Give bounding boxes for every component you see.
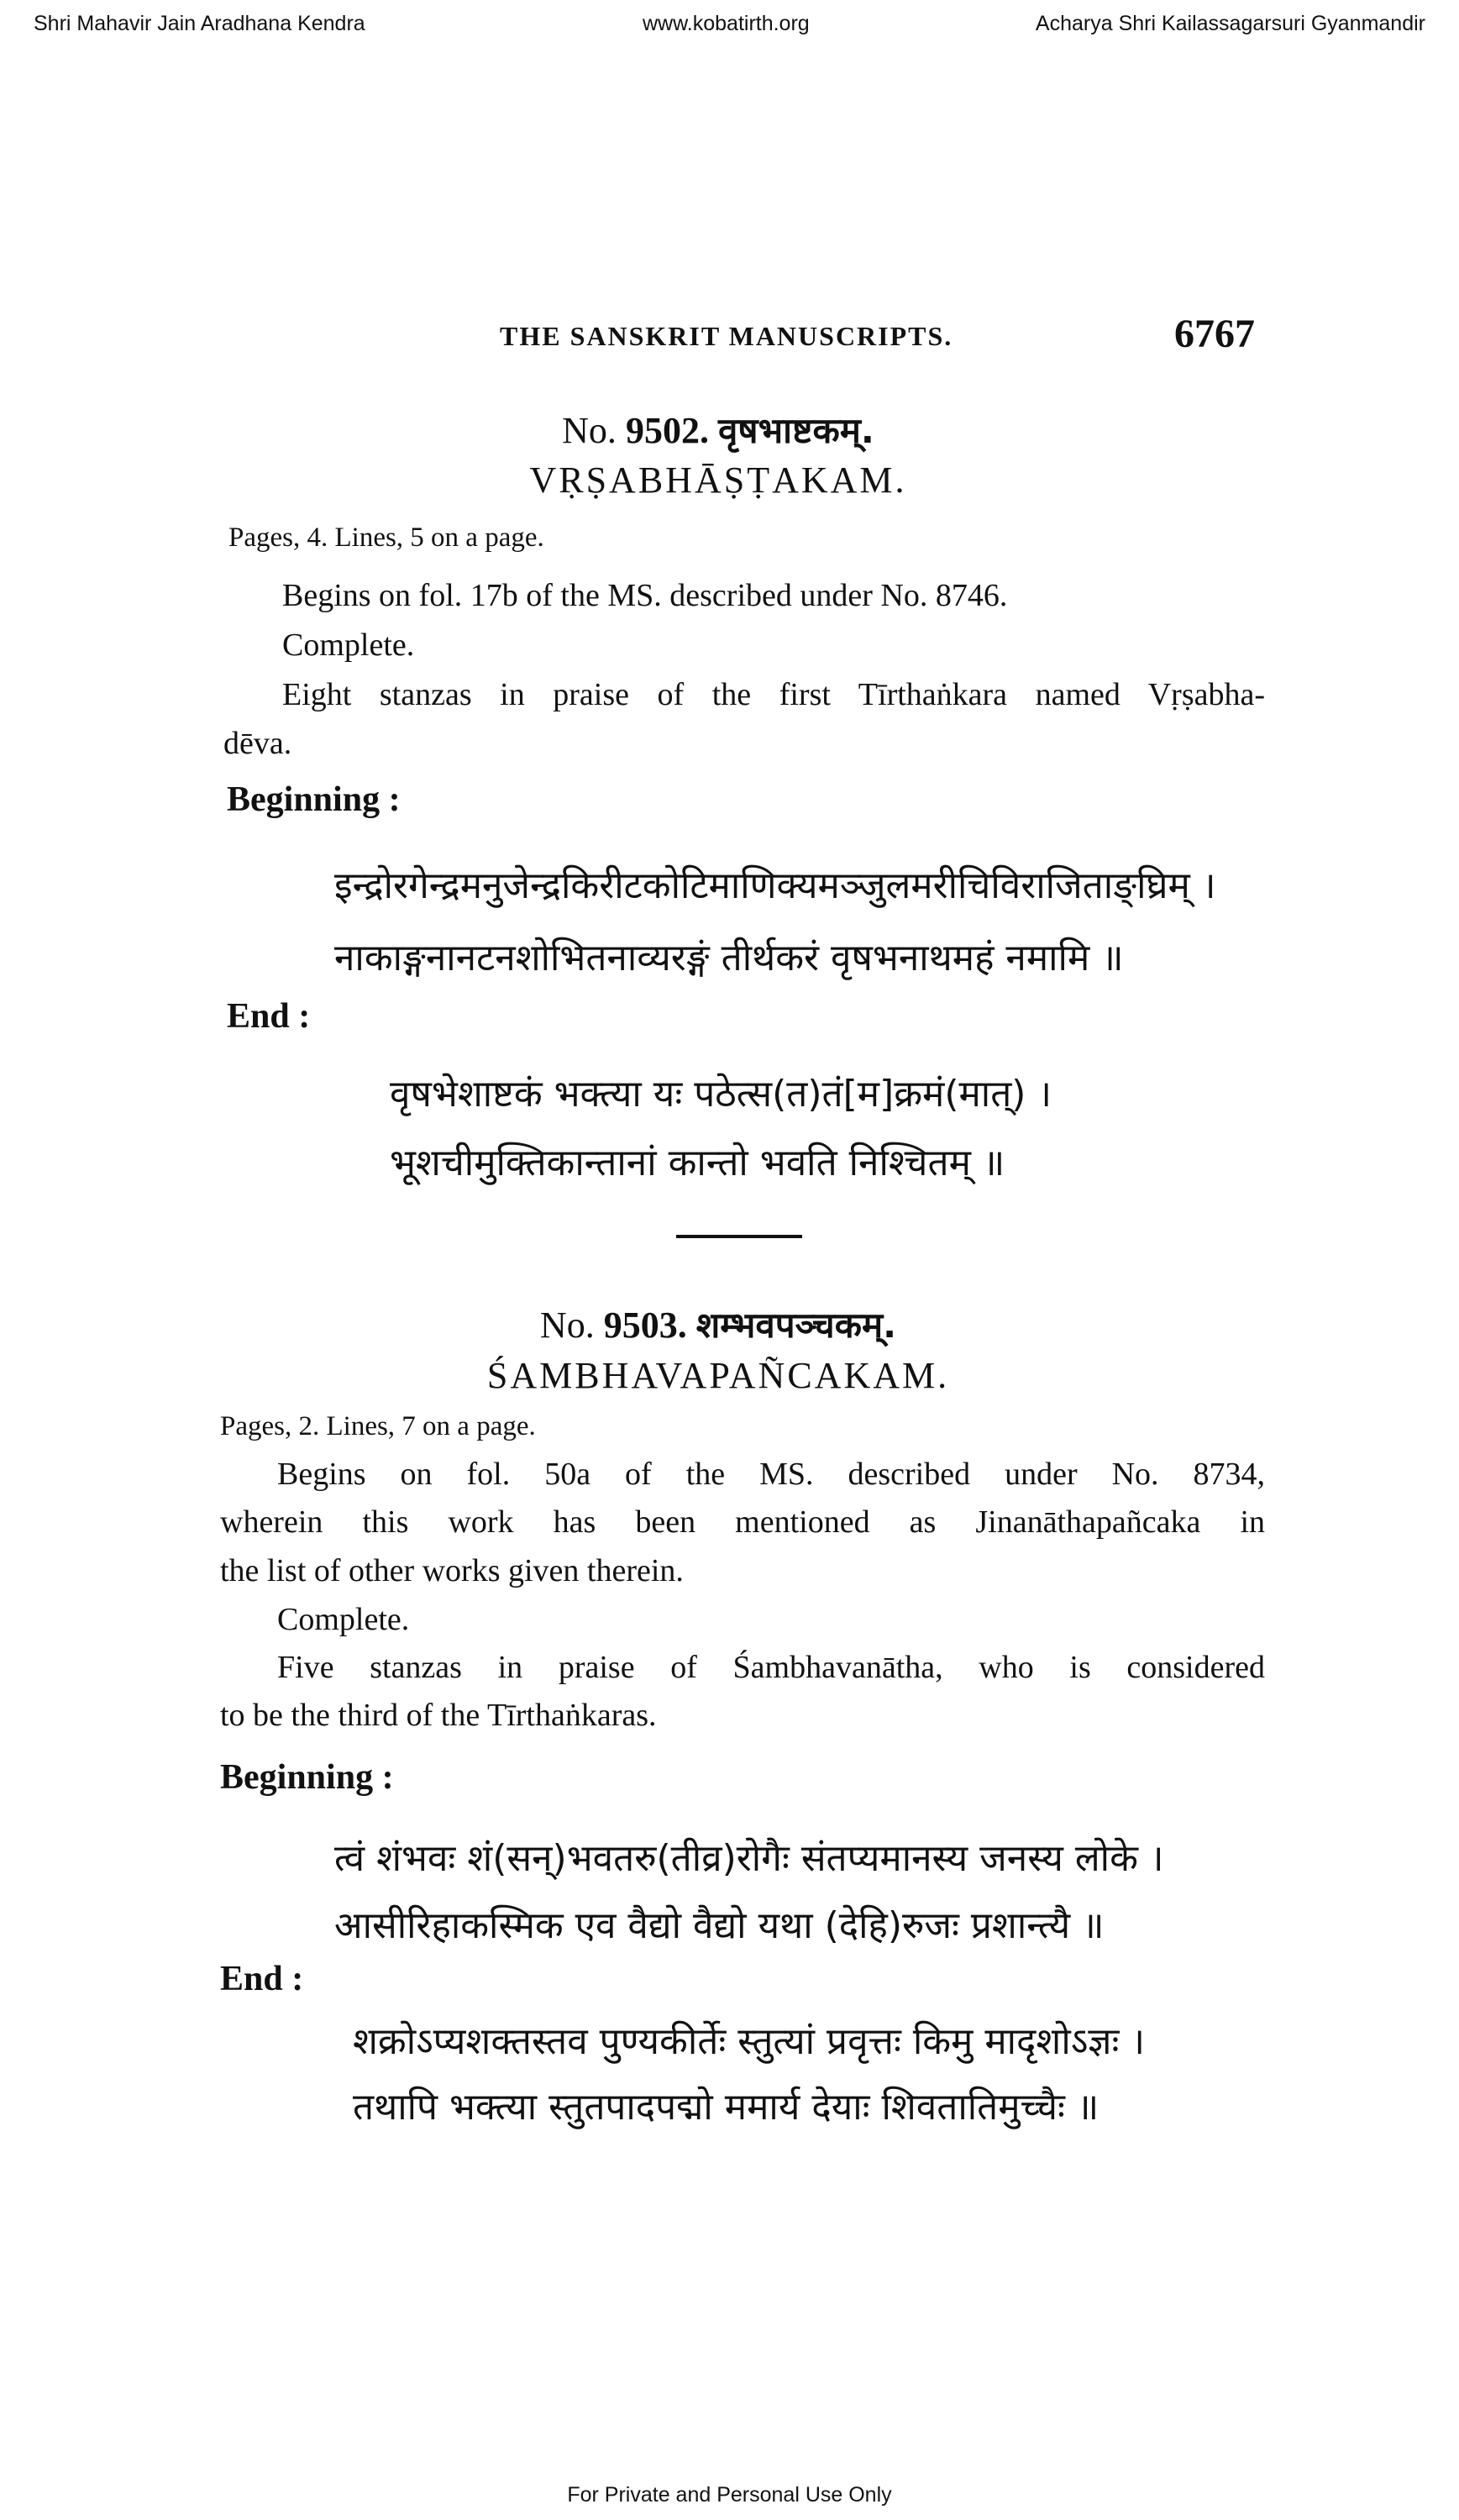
entry-no-prefix: No. — [562, 410, 617, 451]
site-footer: For Private and Personal Use Only — [567, 2483, 892, 2507]
body-line: Complete. — [282, 627, 415, 663]
body-line: Begins on fol. 50a of the MS. described under No. 8734, — [277, 1457, 1265, 1492]
end-verse: वृषभेशाष्टकं भक्त्या यः पठेत्स(त)तं[म]क्रमं(मात्) । — [390, 1073, 1052, 1116]
running-head: THE SANSKRIT MANUSCRIPTS. — [500, 321, 953, 351]
beginning-verse: नाकाङ्गनानटनशोभितनाव्यरङ्गं तीर्थकरं वृषभनाथमहं नमामि ॥ — [334, 937, 1124, 979]
entry-title-9503: ŚAMBHAVAPAÑCAKAM. — [486, 1355, 950, 1396]
site-header-center: www.kobatirth.org — [643, 12, 810, 35]
end-heading: End : — [227, 997, 311, 1036]
entry-no-prefix: No. — [539, 1305, 595, 1346]
beginning-verse: त्वं शंभवः शं(सन्)भवतरु(तीव्र)रोगैः संतप्यमानस्य जनस्य लोके । — [334, 1837, 1164, 1880]
site-header-left: Shri Mahavir Jain Aradhana Kendra — [34, 12, 365, 35]
entry-sanskrit-title: शम्भवपञ्चकम्. — [695, 1305, 897, 1346]
body-line: wherein this work has been mentioned as Jinanāthapañcaka in — [220, 1504, 1265, 1540]
body-line: the list of other works given therein. — [220, 1553, 684, 1588]
entry-sanskrit-title: वृषभाष्टकम्. — [717, 410, 874, 451]
beginning-verse: इन्द्रोरगेन्द्रमनुजेन्द्रकिरीटकोटिमाणिक्यमञ्जुलमरीचिविराजिताङ्घ्रिम् । — [334, 864, 1216, 907]
end-verse: तथापि भक्त्या स्तुतपादपद्मो ममार्य देयाः शिवतातिमुच्चैः ॥ — [353, 2086, 1099, 2129]
entry-meta-9503: Pages, 2. Lines, 7 on a page. — [220, 1411, 536, 1441]
entry-title-9502: VṚṢABHĀṢṬAKAM. — [529, 459, 907, 501]
beginning-heading: Beginning : — [227, 780, 401, 819]
section-divider — [676, 1235, 802, 1238]
end-verse: भूशचीमुक्तिकान्तानां कान्तो भवति निश्चितम् ॥ — [390, 1142, 1005, 1184]
body-line: dēva. — [223, 726, 292, 761]
end-heading: End : — [220, 1960, 304, 1998]
page-number: 6767 — [1174, 312, 1255, 356]
entry-meta-9502: Pages, 4. Lines, 5 on a page. — [228, 522, 544, 553]
site-header-right: Acharya Shri Kailassagarsuri Gyanmandir — [1035, 12, 1425, 35]
body-line: to be the third of the Tīrthaṅkaras. — [220, 1698, 657, 1733]
beginning-heading: Beginning : — [220, 1758, 394, 1797]
body-line: Five stanzas in praise of Śambhavanātha, who is considered — [277, 1650, 1265, 1685]
entry-no-value: 9503. — [603, 1305, 687, 1346]
entry-no-value: 9502. — [625, 410, 709, 451]
body-line: Eight stanzas in praise of the first Tīrthaṅkara named Vṛṣabha- — [282, 677, 1265, 712]
end-verse: शक्रोऽप्यशक्तस्तव पुण्यकीर्तेः स्तुत्यां प्रवृत्तः किमु मादृशोऽज्ञः । — [353, 2020, 1146, 2063]
beginning-verse: आसीरिहाकस्मिक एव वैद्यो वैद्यो यथा (देहि)रुजः प्रशान्त्यै ॥ — [334, 1904, 1105, 1947]
body-line: Begins on fol. 17b of the MS. described under No. 8746. — [282, 578, 1008, 613]
body-line: Complete. — [277, 1602, 410, 1637]
entry-number-9503 — [227, 1300, 1210, 1348]
entry-number-9502 — [227, 406, 1210, 454]
